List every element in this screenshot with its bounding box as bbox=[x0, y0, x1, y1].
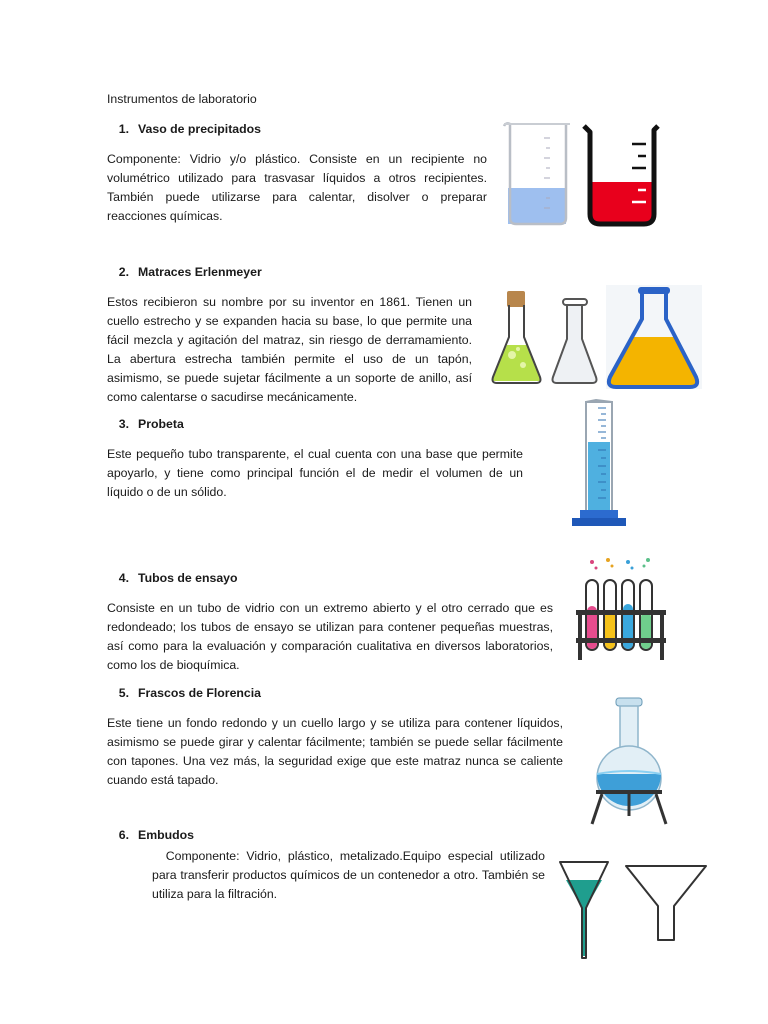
section-title: Probeta bbox=[138, 417, 184, 431]
test-tube-rack-icon bbox=[574, 556, 670, 662]
funnel-illustration bbox=[556, 860, 716, 962]
section-number: 1. bbox=[118, 122, 129, 136]
section-number: 3. bbox=[118, 417, 129, 431]
section-title: Matraces Erlenmeyer bbox=[138, 265, 262, 279]
flask-green-icon bbox=[492, 291, 540, 383]
section-heading-3 bbox=[107, 417, 184, 431]
funnel-empty-icon bbox=[626, 866, 706, 940]
flask-empty-icon bbox=[553, 299, 597, 383]
section-body-4: Consiste en un tubo de vidrio con un extremo abierto y el otro cerrado que es redondeado; los tubos de ensayo se utilizan para contener pequeñas muestras, así como para la evaluación y comparación cualitativa en diversos laboratorios, como los de bioquímica. bbox=[107, 601, 553, 672]
funnel-teal-icon bbox=[560, 862, 608, 958]
section-number: 5. bbox=[118, 686, 129, 700]
section-body-3: Este pequeño tubo transparente, el cual cuenta con una base que permite apoyarlo, y tiene como principal función el de medir el volumen de un líquido o de un sólido. bbox=[107, 447, 523, 499]
section-body-1: Componente: Vidrio y/o plástico. Consiste en un recipiente no volumétrico utilizado para trasvasar líquidos a otros recipientes. También puede utilizarse para calentar, disolver o preparar reacciones químicas. bbox=[107, 152, 487, 223]
flask-orange-icon bbox=[606, 285, 702, 389]
section-number: 2. bbox=[118, 265, 129, 279]
section-number: 6. bbox=[118, 828, 129, 842]
beaker-blue-icon bbox=[504, 123, 570, 224]
florence-flask-icon bbox=[584, 696, 674, 828]
section-title: Tubos de ensayo bbox=[138, 571, 238, 585]
graduated-cylinder-icon bbox=[568, 398, 628, 530]
beaker-illustration bbox=[500, 120, 670, 230]
section-heading-5 bbox=[107, 686, 261, 700]
document-title: Instrumentos de laboratorio bbox=[107, 92, 257, 106]
section-heading-2 bbox=[107, 265, 262, 279]
erlenmeyer-illustration bbox=[490, 285, 702, 389]
section-number: 4. bbox=[118, 571, 129, 585]
section-title: Frascos de Florencia bbox=[138, 686, 262, 700]
section-heading-6 bbox=[107, 828, 194, 842]
section-heading-4 bbox=[107, 571, 238, 585]
section-body-2: Estos recibieron su nombre por su inventor en 1861. Tienen un cuello estrecho y se expanden hacia su base, lo que permite una fácil mezcla y agitación del matraz, sin riesgo de derramamiento. La abertura estrecha también permite el uso de un tapón, asimismo, se puede sujetar fácilmente a un soporte de anillo, así como calentarse o sacudirse mecánicamente. bbox=[107, 295, 472, 404]
section-body-5: Este tiene un fondo redondo y un cuello largo y se utiliza para contener líquidos, asimismo se puede girar y calentar fácilmente; también se puede sellar fácilmente con tapones. Una vez más, la seguridad exige que este matraz nunca se caliente cuando está tapado. bbox=[107, 716, 563, 787]
section-heading-1 bbox=[107, 122, 261, 136]
section-title: Vaso de precipitados bbox=[138, 122, 262, 136]
section-title: Embudos bbox=[138, 828, 195, 842]
section-body-6: Componente: Vidrio, plástico, metalizado.Equipo especial utilizado para transferir productos químicos de un contenedor a otro. También se utiliza para la filtración. bbox=[152, 849, 549, 901]
beaker-red-icon bbox=[584, 126, 658, 224]
